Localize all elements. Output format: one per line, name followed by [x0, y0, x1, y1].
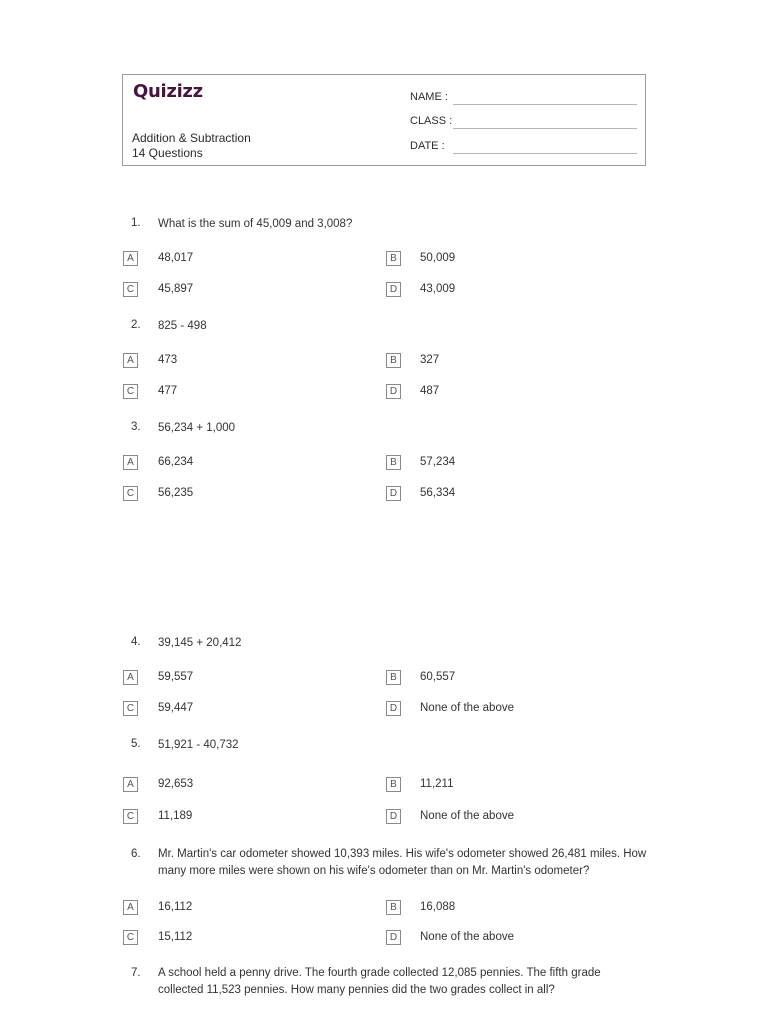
- question-number: 1.: [131, 217, 141, 229]
- option-d-box[interactable]: D: [386, 809, 401, 824]
- option-d-text: None of the above: [420, 702, 514, 714]
- quizizz-logo: Quizizz: [133, 81, 203, 102]
- name-field[interactable]: [453, 104, 637, 105]
- worksheet-header: [122, 74, 646, 166]
- option-b-text: 327: [420, 354, 440, 366]
- option-b-box[interactable]: B: [386, 251, 401, 266]
- option-d-box[interactable]: D: [386, 930, 401, 945]
- option-a-text: 16,112: [158, 901, 193, 913]
- option-a-box[interactable]: A: [123, 455, 138, 470]
- option-c-box[interactable]: C: [123, 930, 138, 945]
- worksheet-title: Addition & Subtraction: [132, 131, 251, 145]
- option-b-box[interactable]: B: [386, 353, 401, 368]
- option-c-box[interactable]: C: [123, 282, 138, 297]
- option-b-text: 11,211: [420, 778, 454, 790]
- option-d-text: 487: [420, 385, 440, 397]
- option-d-text: None of the above: [420, 810, 514, 822]
- question-number: 4.: [131, 636, 141, 648]
- option-a-box[interactable]: A: [123, 251, 138, 266]
- option-d-box[interactable]: D: [386, 282, 401, 297]
- question-number: 7.: [131, 967, 141, 979]
- question-text: 39,145 + 20,412: [158, 637, 242, 649]
- option-d-box[interactable]: D: [386, 486, 401, 501]
- option-a-text: 59,557: [158, 671, 194, 683]
- name-label: NAME :: [410, 91, 448, 103]
- option-b-box[interactable]: B: [386, 670, 401, 685]
- question-number: 3.: [131, 421, 141, 433]
- question-text: Mr. Martin's car odometer showed 10,393 miles. His wife's odometer showed 26,481 miles. How many more miles were shown on his wife's odometer than on Mr. Martin's odometer?: [158, 848, 647, 877]
- option-b-text: 16,088: [420, 901, 456, 913]
- option-b-box[interactable]: B: [386, 777, 401, 792]
- option-a-box[interactable]: A: [123, 670, 138, 685]
- option-d-text: None of the above: [420, 931, 514, 943]
- option-b-text: 57,234: [420, 456, 456, 468]
- option-c-box[interactable]: C: [123, 384, 138, 399]
- option-b-box[interactable]: B: [386, 900, 401, 915]
- question-text: 56,234 + 1,000: [158, 422, 236, 434]
- date-label: DATE :: [410, 140, 445, 152]
- question-number: 2.: [131, 319, 141, 331]
- option-a-box[interactable]: A: [123, 900, 138, 915]
- question-text: 51,921 - 40,732: [158, 739, 239, 751]
- class-field[interactable]: [453, 128, 637, 129]
- option-b-box[interactable]: B: [386, 455, 401, 470]
- option-a-text: 48,017: [158, 252, 194, 264]
- option-c-text: 56,235: [158, 487, 194, 499]
- option-d-text: 43,009: [420, 283, 456, 295]
- option-d-text: 56,334: [420, 487, 456, 499]
- option-c-box[interactable]: C: [123, 486, 138, 501]
- option-d-box[interactable]: D: [386, 384, 401, 399]
- option-c-text: 15,112: [158, 931, 193, 943]
- option-d-box[interactable]: D: [386, 701, 401, 716]
- option-c-text: 477: [158, 385, 178, 397]
- question-number: 5.: [131, 738, 141, 750]
- question-text: A school held a penny drive. The fourth grade collected 12,085 pennies. The fifth grade collected 11,523 pennies. How many pennies did the two grades collect in all?: [158, 967, 601, 996]
- option-a-text: 92,653: [158, 778, 194, 790]
- option-a-box[interactable]: A: [123, 353, 138, 368]
- question-text: 825 - 498: [158, 320, 207, 332]
- option-c-box[interactable]: C: [123, 701, 138, 716]
- option-c-box[interactable]: C: [123, 809, 138, 824]
- option-c-text: 11,189: [158, 810, 193, 822]
- option-c-text: 59,447: [158, 702, 194, 714]
- option-a-text: 66,234: [158, 456, 194, 468]
- question-text: What is the sum of 45,009 and 3,008?: [158, 218, 353, 230]
- date-field[interactable]: [453, 153, 637, 154]
- option-c-text: 45,897: [158, 283, 194, 295]
- option-a-text: 473: [158, 354, 178, 366]
- question-count: 14 Questions: [132, 146, 203, 160]
- question-number: 6.: [131, 848, 141, 860]
- option-b-text: 60,557: [420, 671, 456, 683]
- option-b-text: 50,009: [420, 252, 456, 264]
- option-a-box[interactable]: A: [123, 777, 138, 792]
- class-label: CLASS :: [410, 115, 453, 127]
